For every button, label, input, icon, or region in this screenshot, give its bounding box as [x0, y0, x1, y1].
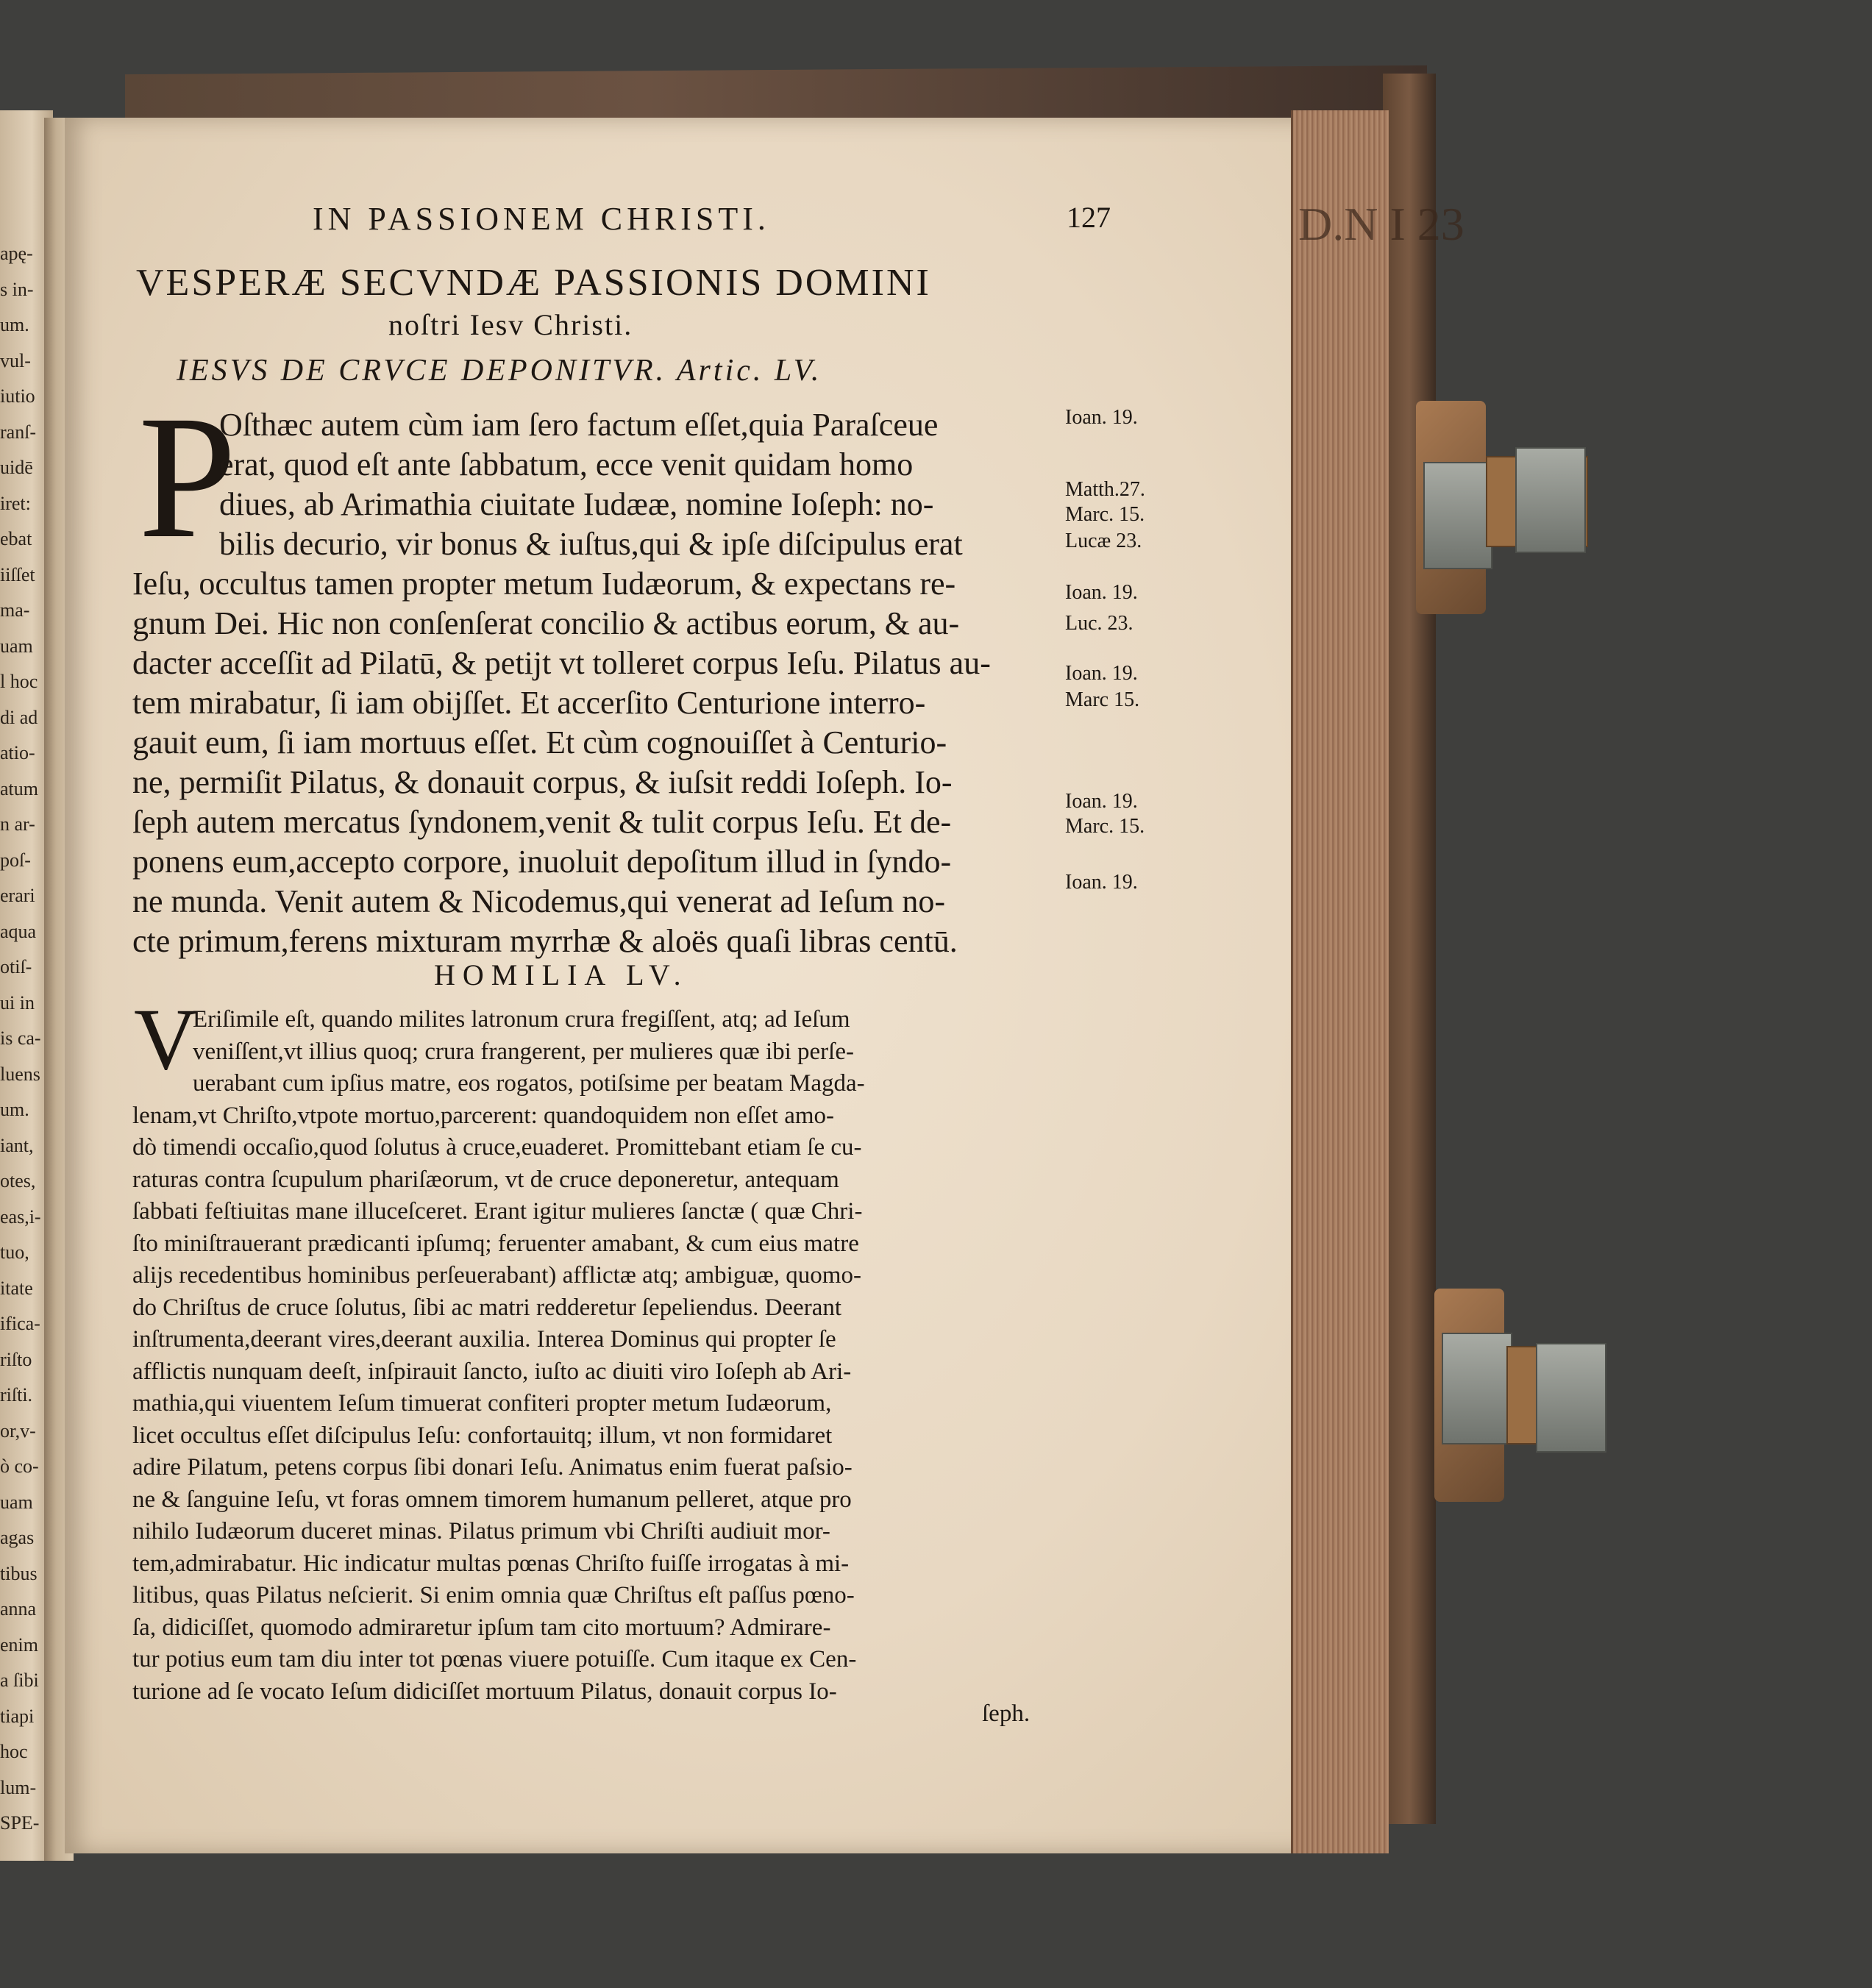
homily-line: mathia,qui viuentem Ieſum timuerat confiteri propter metum Iudæorum, [132, 1390, 832, 1417]
margin-note: Ioan. 19. [1065, 406, 1138, 429]
gospel-line: tem mirabatur, ſi iam obijſſet. Et accerſito Centurione interro- [132, 685, 926, 721]
homily-line: tur potius eum tam diu inter tot pœnas viuere potuiſſe. Cum itaque ex Cen- [132, 1646, 857, 1672]
left-page-fragment: uam [0, 635, 33, 657]
left-page-fragment: riſti. [0, 1384, 33, 1406]
left-page-fragment: anna [0, 1598, 37, 1620]
homily-line: uerabant cum ipſius matre, eos rogatos, potiſsime per beatam Magda- [193, 1070, 865, 1097]
left-page-fragment: iret: [0, 492, 31, 514]
left-page-fragment: ranſ- [0, 421, 37, 443]
left-page-fragment: otiſ- [0, 956, 32, 977]
homily-line: tem,admirabatur. Hic indicatur multas pœnas Chriſto fuiſſe irrogatas à mi- [132, 1550, 850, 1577]
gospel-line: Ieſu, occultus tamen propter metum Iudæorum, & expectans re- [132, 566, 956, 602]
lower-clasp-plate [1536, 1343, 1606, 1453]
left-page-fragment: apę- [0, 243, 33, 264]
left-page-fragment: atum [0, 777, 38, 799]
homily-line: do Chriſtus de cruce ſolutus, ſibi ac matri redderetur ſepeliendus. Deerant [132, 1294, 842, 1321]
upper-clasp-plate [1515, 447, 1586, 553]
left-page-fragment: l hoc [0, 671, 38, 692]
left-page-fragment: ò co- [0, 1456, 39, 1477]
left-page-fragment: is ca- [0, 1027, 41, 1049]
margin-note: Ioan. 19. [1065, 662, 1138, 685]
homily-line: turione ad ſe vocato Ieſum didiciſſet mortuum Pilatus, donauit corpus Io- [132, 1678, 837, 1705]
homily-line: ſabbati feſtiuitas mane illuceſceret. Erant igitur mulieres ſanctæ ( quæ Chri- [132, 1198, 863, 1225]
left-page-fragment: tuo, [0, 1241, 29, 1263]
gospel-line: erat, quod eſt ante ſabbatum, ecce venit quidam homo [219, 446, 914, 482]
left-page-fragment: ma- [0, 599, 30, 621]
margin-note: Marc. 15. [1065, 815, 1145, 838]
left-page-fragment: ui in [0, 991, 35, 1013]
left-page-fragment: hoc [0, 1741, 28, 1762]
margin-note: Marc 15. [1065, 688, 1140, 711]
left-page-fragment: aqua [0, 920, 37, 942]
lower-clasp-hinge [1442, 1333, 1512, 1444]
margin-note: Matth.27. [1065, 478, 1145, 501]
fore-edge-label: D.N I 23 [1298, 198, 1464, 250]
left-page-fragment: vul- [0, 349, 31, 371]
left-page-fragment: tibus [0, 1562, 38, 1584]
left-page-fragment: SPE- [0, 1812, 40, 1834]
left-page-fragment: lum- [0, 1776, 37, 1798]
left-page-fragment: iant, [0, 1134, 34, 1156]
homily-drop-cap: V [134, 990, 198, 1088]
section-subtitle: noſtri Iesv Christi. [388, 308, 633, 341]
gospel-line: gnum Dei. Hic non conſenſerat concilio & actibus eorum, & au- [132, 605, 960, 641]
left-page-fragment: s in- [0, 278, 34, 300]
homily-line: licet occultus eſſet diſcipulus Ieſu: confortauitq; illum, vt non formidaret [132, 1422, 833, 1449]
left-page-fragment: um. [0, 1099, 29, 1120]
section-title: VESPERÆ SECVNDÆ PASSIONIS DOMINI [136, 262, 931, 304]
left-page-fragment: di ad [0, 706, 38, 728]
gospel-line: gauit eum, ſi iam mortuus eſſet. Et cùm cognouiſſet à Centurio- [132, 724, 947, 760]
margin-note: Marc. 15. [1065, 503, 1145, 526]
page-number: 127 [1067, 201, 1111, 234]
homily-line: lenam,vt Chriſto,vtpote mortuo,parcerent: quandoquidem non eſſet amo- [132, 1102, 835, 1129]
gospel-line: dacter acceſſit ad Pilatū, & petijt vt tolleret corpus Ieſu. Pilatus au- [132, 645, 991, 681]
gospel-line: ne, permiſit Pilatus, & donauit corpus, & iuſsit reddi Ioſeph. Io- [132, 764, 953, 800]
gospel-line: cte primum,ferens mixturam myrrhæ & aloës quaſi libras centū. [132, 923, 958, 959]
left-page-fragment: tiapi [0, 1705, 35, 1727]
left-page-fragment: eas,i- [0, 1205, 41, 1228]
left-page-fragment: otes, [0, 1170, 36, 1191]
back-cover-edge [1383, 74, 1436, 1824]
gospel-line: ne munda. Venit autem & Nicodemus,qui venerat ad Ieſum no- [132, 883, 946, 919]
gospel-line: ſeph autem mercatus ſyndonem,venit & tulit corpus Ieſu. Et de- [132, 804, 952, 840]
left-page-fragment: riſto [0, 1348, 32, 1370]
catchword: ſeph. [982, 1700, 1031, 1727]
page-fore-edge [1291, 110, 1389, 1853]
left-page-fragment: uidē [0, 457, 33, 478]
left-page-fragment: n ar- [0, 813, 35, 835]
homily-heading: HOMILIA LV. [434, 958, 688, 991]
left-page-fragment: agas [0, 1527, 35, 1548]
left-page-fragment: ebat [0, 528, 32, 549]
margin-note: Lucæ 23. [1065, 530, 1142, 552]
left-page-fragment: luens [0, 1063, 40, 1085]
left-page-fragment: um. [0, 314, 29, 335]
margin-note: Luc. 23. [1065, 612, 1133, 635]
homily-line: veniſſent,vt illius quoq; crura frangerent, per mulieres quæ ibi perſe- [193, 1038, 854, 1065]
left-page-fragment: iiſſet [0, 563, 35, 585]
left-page-fragment: iutio [0, 385, 35, 407]
homily-line: Eriſimile eſt, quando milites latronum crura fregiſſent, atq; ad Ieſum [193, 1006, 850, 1033]
article-title: IESVS DE CRVCE DEPONITVR. Artic. LV. [177, 354, 822, 388]
left-page-fragment: itate [0, 1277, 33, 1299]
left-page-fragment: erari [0, 885, 35, 906]
gospel-line: bilis decurio, vir bonus & iuſtus,qui & ipſe diſcipulus erat [219, 526, 963, 562]
homily-line: dò timendi occaſio,quod ſolutus à cruce,euaderet. Promittebant etiam ſe cu- [132, 1134, 862, 1161]
gospel-line: ponens eum,accepto corpore, inuoluit depoſitum illud in ſyndo- [132, 844, 952, 880]
homily-line: nihilo Iudæorum duceret minas. Pilatus primum vbi Chriſti audiuit mor- [132, 1518, 830, 1545]
gospel-line: Oſthæc autem cùm iam ſero factum eſſet,quia Paraſceue [219, 407, 939, 443]
homily-line: adire Pilatum, petens corpus ſibi donari Ieſu. Animatus enim fuerat paſsio- [132, 1454, 853, 1481]
margin-note: Ioan. 19. [1065, 871, 1138, 894]
homily-line: ne & ſanguine Ieſu, vt foras omnem timorem humanum pelleret, atque pro [132, 1486, 852, 1513]
homily-line: raturas contra ſcupulum phariſæorum, vt de cruce deponeretur, antequam [132, 1166, 839, 1193]
gospel-line: diues, ab Arimathia ciuitate Iudææ, nomine Ioſeph: no- [219, 486, 934, 522]
running-head: IN PASSIONEM CHRISTI. [313, 201, 770, 237]
homily-line: litibus, quas Pilatus neſcierit. Si enim omnia quæ Chriſtus eſt paſſus pœno- [132, 1582, 855, 1608]
homily-line: alijs recedentibus hominibus perſeuerabant) afflictæ atq; ambiguæ, quomo- [132, 1262, 861, 1289]
homily-line: ſa, didiciſſet, quomodo admiraretur ipſum tam cito mortuum? Admirare- [132, 1614, 831, 1641]
homily-line: inſtrumenta,deerant vires,deerant auxilia. Interea Dominus qui propter ſe [132, 1326, 836, 1353]
margin-note: Ioan. 19. [1065, 790, 1138, 813]
left-page-fragment: atio- [0, 742, 35, 763]
homily-line: ſto miniſtrauerant prædicanti ipſumq; feruenter amabant, & cum eius matre [132, 1230, 859, 1257]
margin-note: Ioan. 19. [1065, 581, 1138, 604]
left-page-fragment: a ſibi [0, 1670, 39, 1691]
left-page-fragment: poſ- [0, 849, 31, 871]
left-page-fragment: ifica- [0, 1313, 40, 1334]
drop-cap: P [138, 379, 237, 574]
upper-clasp-hinge [1423, 462, 1492, 569]
homily-line: afflictis nunquam deeſt, inſpirauit ſancto, iuſto ac diuiti viro Ioſeph ab Ari- [132, 1358, 852, 1385]
left-page-fragment: enim [0, 1633, 38, 1656]
left-page-fragment: uam [0, 1491, 33, 1513]
left-page-fragment: or,v- [0, 1419, 36, 1442]
